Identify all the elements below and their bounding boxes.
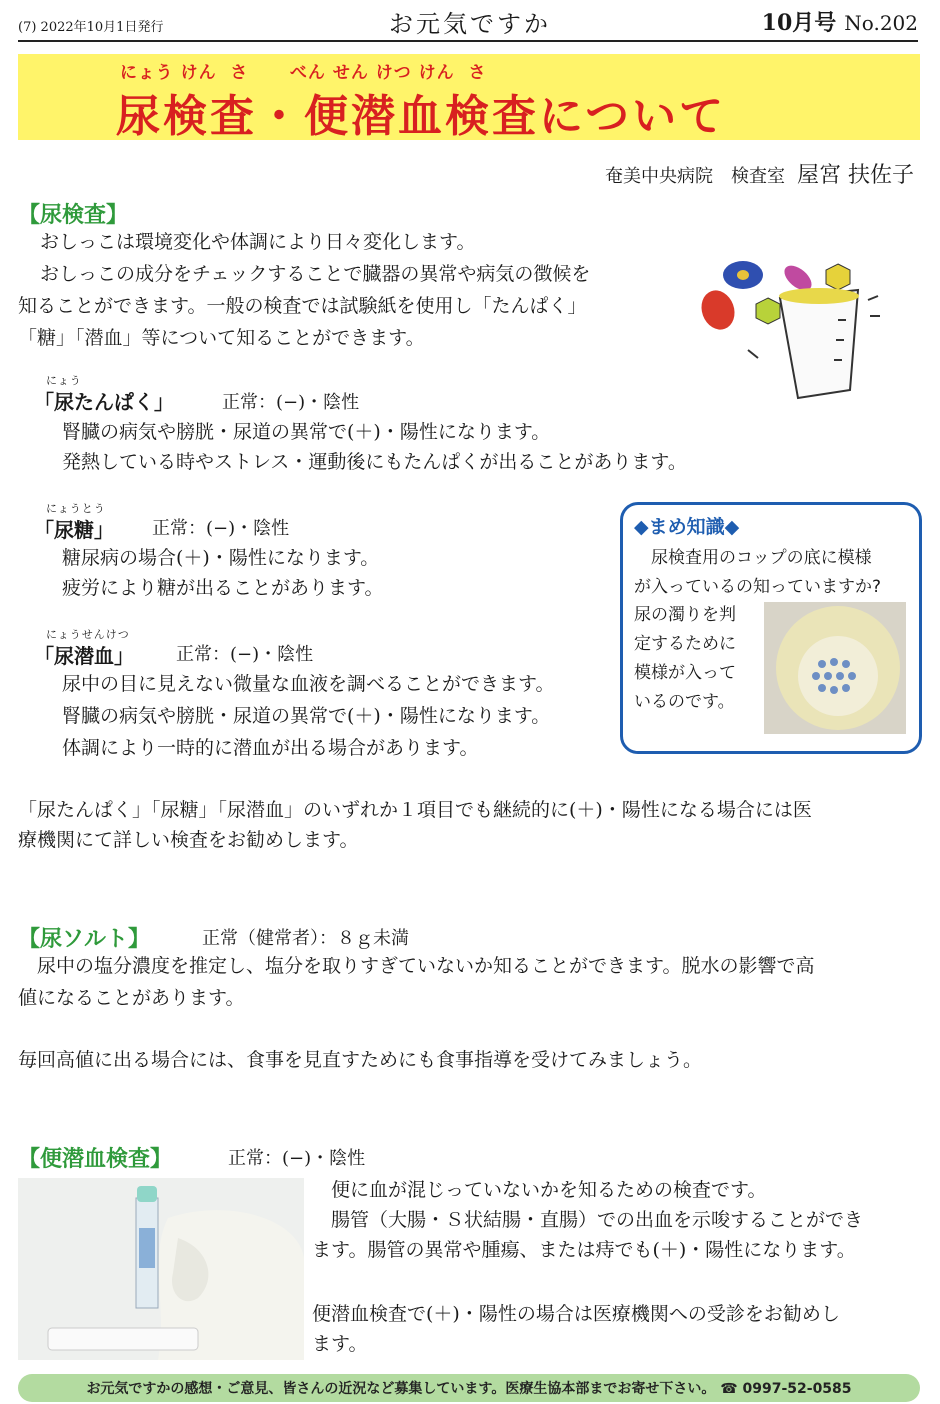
tip-title: ◆まめ知識◆	[634, 516, 740, 538]
item3-line-3: 体調により一時的に潜血が出る場合があります。	[62, 737, 479, 759]
stool-test-photo	[18, 1178, 304, 1360]
issue-month: 10月号	[761, 10, 837, 36]
item1-line-1: 腎臓の病気や膀胱・尿道の異常で(＋)・陽性になります。	[62, 421, 551, 443]
salt-advice: 毎回高値に出る場合には、食事を見直すためにも食事指導を受けてみましょう。	[18, 1049, 703, 1071]
item2-line-2: 疲労により糖が出ることがあります。	[62, 577, 384, 599]
issue-no: No.202	[844, 11, 918, 35]
stool-normal: 正常：(−)・陰性	[228, 1148, 366, 1169]
salt-heading: 【尿ソルト】	[18, 926, 151, 952]
tip2-line-4: いるのです。	[634, 692, 735, 712]
stool-line-2: 腸管（大腸・Ｓ状結腸・直腸）での出血を示唆することができ	[312, 1209, 864, 1231]
author-affiliation: 奄美中央病院 検査室	[605, 166, 785, 187]
urine-heading: 【尿検査】	[18, 202, 129, 228]
item1-line-2: 発熱している時やストレス・運動後にもたんぱくが出ることがあります。	[62, 451, 687, 473]
item2-normal: 正常：(−)・陰性	[152, 518, 290, 539]
tip-text-2	[634, 601, 764, 717]
urine-para-1: おしっこは環境変化や体調により日々変化します。	[40, 231, 476, 253]
salt-line-2: 値になることがあります。	[18, 987, 245, 1009]
footer-text: お元気ですかの感想・ご意見、皆さんの近況など募集しています。医療生協本部までお寄せ下さい。 ☎ 0997-52-0585	[86, 1381, 852, 1397]
item2-name: 「尿糖」	[34, 518, 114, 542]
salt-line-1: 尿中の塩分濃度を推定し、塩分を取りすぎていないか知ることができます。脱水の影響で高	[18, 955, 815, 977]
stool-line-3: ます。腸管の異常や腫瘍、または痔でも(＋)・陽性になります。	[312, 1239, 856, 1261]
item3-normal: 正常：(−)・陰性	[176, 644, 314, 665]
stool-line-1: 便に血が混じっていないかを知るための検査です。	[312, 1179, 767, 1201]
issue-number	[762, 6, 918, 37]
urine-summary-1: 「尿たんぱく」「尿糖」「尿潜血」のいずれか１項目でも継続的に(＋)・陽性になる場合には医	[18, 799, 812, 821]
page-title: 尿検査・便潜血検査について	[116, 91, 727, 142]
urine-para-4: 「糖」「潜血」等について知ることができます。	[18, 327, 425, 349]
salt-normal: 正常（健常者）：８ｇ未満	[202, 928, 409, 949]
stool-heading: 【便潜血検査】	[18, 1146, 173, 1172]
tip2-line-2: 定するために	[634, 634, 736, 654]
item1-ruby: にょう	[46, 374, 82, 387]
header-divider	[18, 40, 918, 42]
tip-text	[634, 544, 910, 602]
item1-normal: 正常：(−)・陰性	[222, 392, 360, 413]
issue-info: (7) 2022年10月1日発行	[18, 20, 164, 35]
item3-line-1: 尿中の目に見えない微量な血液を調べることができます。	[62, 673, 555, 695]
item3-line-2: 腎臓の病気や膀胱・尿道の異常で(＋)・陽性になります。	[62, 705, 551, 727]
tip-line-1: 尿検査用のコップの底に模様	[634, 548, 872, 568]
item3-ruby: にょうせんけつ	[46, 628, 130, 641]
stool-advice-1: 便潜血検査で(＋)・陽性の場合は医療機関への受診をお勧めし	[312, 1303, 840, 1325]
stool-advice-2: ます。	[312, 1333, 368, 1355]
author-name: 屋宮 扶佐子	[797, 163, 914, 188]
tip-line-2: が入っているの知っていますか?	[634, 577, 882, 597]
item2-line-1: 糖尿病の場合(＋)・陽性になります。	[62, 547, 380, 569]
title-ruby: にょう けん さ べん せん けつ けん さ	[120, 63, 487, 83]
author-line	[605, 158, 914, 189]
urine-summary-2: 療機関にて詳しい検査をお勧めします。	[18, 829, 359, 851]
urine-para-2: おしっこの成分をチェックすることで臓器の異常や病気の徴候を	[40, 263, 591, 285]
tip2-line-1: 尿の濁りを判	[634, 605, 736, 625]
urine-cup-illustration	[688, 250, 884, 400]
newsletter-name: お元気ですか	[389, 10, 551, 38]
item1-name: 「尿たんぱく」	[34, 390, 174, 414]
urine-para-3: 知ることができます。一般の検査では試験紙を使用し「たんぱく」	[18, 295, 587, 317]
item2-ruby: にょうとう	[46, 502, 106, 515]
item3-name: 「尿潜血」	[34, 644, 134, 668]
cup-bottom-photo	[764, 602, 906, 734]
tip2-line-3: 模様が入って	[634, 663, 736, 683]
